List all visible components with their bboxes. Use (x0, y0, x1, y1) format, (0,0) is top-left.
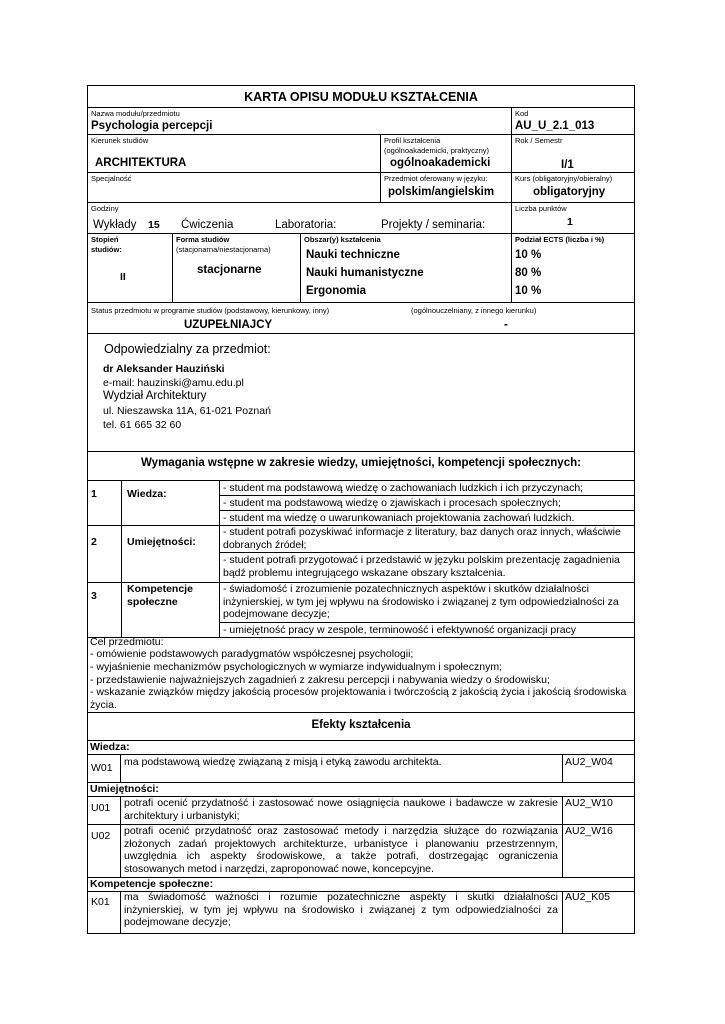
rule (87, 754, 635, 755)
requirement-number: 1 (91, 488, 97, 500)
effect-reference: AU2_W16 (565, 825, 613, 837)
points-label: Liczba punktów (515, 204, 567, 213)
rule (219, 552, 635, 553)
goal-item: - omówienie podstawowych paradygmatów współczesnej psychologii; (90, 648, 414, 660)
areas-label: Obszar(y) kształcenia (304, 235, 381, 244)
degree-label: studiów: (91, 245, 122, 254)
rule (87, 637, 635, 638)
lectures-value: 15 (148, 219, 160, 231)
requirement-item: - umiejętność pracy w zespole, terminowość i efektywność organizacji pracy (223, 624, 577, 636)
responsible-address: ul. Nieszawska 11A, 61-021 Poznań (103, 405, 271, 417)
effects-heading: Efekty kształcenia (311, 719, 411, 731)
area-name: Nauki humanistyczne (306, 267, 424, 279)
requirement-item: - student ma podstawową wiedzę o zachowaniach ludzkich i ich przyczynach; (223, 482, 584, 494)
effect-text: ma podstawową wiedzę związaną z misją i etyką zawodu architekta. (124, 756, 442, 768)
year-value: I/1 (561, 159, 574, 171)
area-name: Nauki techniczne (306, 249, 400, 261)
rule (87, 933, 635, 934)
requirement-label: Kompetencje (127, 583, 193, 595)
exercises-label: Ćwiczenia (181, 219, 234, 231)
goal-item: - przedstawienie najważniejszych zagadnień z zakresu percepcji i nabywania wiedzy o środowisku; (90, 674, 550, 686)
rule (562, 796, 563, 877)
rule (511, 172, 512, 202)
rule (87, 740, 635, 741)
hours-label: Godziny (91, 204, 119, 213)
profile-sublabel: (ogólnoakademicki, praktyczny) (384, 146, 490, 155)
field-value: ARCHITEKTURA (95, 157, 187, 169)
rule (511, 233, 512, 302)
goal-heading: Cel przedmiotu: (90, 636, 164, 648)
effect-reference: AU2_W04 (565, 756, 613, 768)
form-sublabel: (stacjonarna/niestacjonarna) (176, 245, 271, 254)
projects-label: Projekty / seminaria: (381, 219, 486, 231)
effect-code: K01 (91, 896, 110, 908)
responsible-faculty: Wydział Architektury (103, 390, 207, 402)
rule (634, 85, 635, 933)
rule (87, 85, 635, 86)
requirement-item: - student potrafi przygotować i przedstawić w języku polskim prezentację zagadnienia bądź problemu integrującego wskazane obszary kształcenia. (223, 554, 620, 579)
form-value: stacjonarne (197, 264, 262, 276)
rule (172, 233, 173, 302)
rule (87, 712, 635, 713)
language-label: Przedmiot oferowany w języku: (384, 174, 488, 183)
requirement-number: 3 (91, 590, 97, 602)
area-name: Ergonomia (306, 285, 367, 297)
rule (120, 796, 121, 877)
profile-value: ogólnoakademicki (390, 157, 491, 169)
rule (87, 233, 635, 234)
requirement-item: - świadomość i zrozumienie pozatechnicznych aspektów i skutków działalności inżynierskiej, w tym jej wpływu na środowisko i związanej z tym odpowiedzialności za podejmowane decyzje; (223, 583, 619, 620)
effect-code: U02 (91, 830, 111, 842)
rule (121, 480, 122, 637)
lectures-label: Wykłady (93, 219, 137, 231)
effect-reference: AU2_W10 (565, 797, 613, 809)
degree-label: Stopień (91, 235, 119, 244)
effect-text: ma świadomość ważności i rozumie pozatechniczne aspekty i skutki działalności inżynierskiej, w tym jej wpływu na środowisko i związanej z tym odpowiedzialności za podejmowane decyzje; (124, 891, 558, 928)
requirement-label: społeczne (127, 596, 178, 608)
rule (562, 891, 563, 933)
module-description-card (87, 85, 635, 934)
requirements-heading: Wymagania wstępne w zakresie wiedzy, umiejętności, kompetencji społecznych: (141, 457, 581, 469)
responsible-email: e-mail: hauzinski@amu.edu.pl (103, 377, 244, 389)
rule (87, 480, 635, 481)
form-label: Forma studiów (176, 235, 230, 244)
effect-text: potrafi ocenić przydatność i zastosować nowe osiągnięcia naukowe i badawcze w zakresie architektury i urbanistyki; (124, 797, 558, 822)
effect-text: potrafi ocenić przydatność oraz zastosować metody i narzędzia służące do rozwiązania złożonych zadań projektowych architekturze, urbanistyce i planowaniu przestrzennym, uwzględnia ich aspekty środowiskowe, a także potrafi, dostrzegając ograniczenia stosowanych metod i narzędzi, zaproponować nowe, koncepcyjne. (124, 825, 558, 875)
rule (511, 202, 512, 233)
rule (562, 754, 563, 782)
requirement-item: - student potrafi pozyskiwać informacje z literatury, baz danych oraz innych, właściwie dobranych źródeł; (223, 526, 621, 551)
rule (87, 451, 635, 452)
rule (87, 302, 635, 303)
requirement-item: - student ma podstawową wiedzę o zjawiskach i procesach społecznych; (223, 497, 561, 509)
status-value-2: - (504, 319, 508, 331)
effects-skills-label: Umiejętności: (90, 783, 159, 795)
rule (511, 107, 512, 172)
rule (87, 172, 635, 173)
course-label: Kurs (obligatoryjny/obieralny) (515, 174, 613, 183)
rule (87, 782, 635, 783)
specialty-label: Specjalność (91, 174, 132, 183)
profile-label: Profil kształcenia (384, 136, 441, 145)
module-name-value: Psychologia percepcji (91, 120, 213, 132)
rule (87, 134, 635, 135)
rule (120, 754, 121, 782)
effects-knowledge-label: Wiedza: (90, 741, 130, 753)
ects-label: Podział ECTS (liczba i %) (515, 235, 605, 244)
rule (87, 107, 635, 108)
effects-social-label: Kompetencje społeczne: (90, 878, 214, 890)
requirement-number: 2 (91, 536, 97, 548)
rule (87, 202, 635, 203)
rule (380, 134, 381, 202)
code-label: Kod (515, 109, 529, 118)
ects-percent: 80 % (515, 267, 542, 279)
rule (219, 495, 635, 496)
requirement-label: Wiedza: (127, 488, 167, 500)
year-label: Rok / Semestr (515, 136, 563, 145)
rule (87, 85, 88, 933)
status-label: Status przedmiotu w programie studiów (podstawowy, kierunkowy, inny) (91, 306, 330, 315)
rule (300, 233, 301, 302)
lab-label: Laboratoria: (275, 219, 337, 231)
responsible-heading: Odpowiedzialny za przedmiot: (104, 342, 271, 356)
status-value: UZUPEŁNIAJCY (184, 319, 273, 331)
requirement-label: Umiejętności: (127, 536, 196, 548)
degree-value: II (120, 271, 126, 283)
goal-item: - wyjaśnienie mechanizmów psychologicznych w wymiarze indywidualnym i społecznym; (90, 661, 502, 673)
effect-code: W01 (91, 762, 113, 774)
rule (219, 622, 635, 623)
field-label: Kierunek studiów (91, 136, 149, 145)
requirement-item: - student ma wiedzę o uwarunkowaniach projektowania zachowań ludzkich. (223, 512, 575, 524)
rule (120, 891, 121, 933)
language-value: polskim/angielskim (388, 186, 495, 198)
card-title: KARTA OPISU MODUŁU KSZTAŁCENIA (244, 90, 478, 104)
rule (87, 333, 635, 334)
responsible-phone: tel. 61 665 32 60 (103, 419, 182, 431)
responsible-name: dr Aleksander Hauziński (103, 363, 225, 375)
effect-reference: AU2_K05 (565, 891, 610, 903)
ects-percent: 10 % (515, 285, 542, 297)
rule (219, 480, 220, 637)
module-name-label: Nazwa modułu/przedmiotu (91, 109, 180, 118)
status-label-2: (ogólnouczelniany, z innego kierunku) (411, 306, 537, 315)
points-value: 1 (567, 216, 573, 228)
code-value: AU_U_2.1_013 (515, 120, 595, 132)
goal-item: - wskazanie związków między jakością procesów projektowania i twórczością z jakością życia i jakością środowiska życia. (90, 686, 627, 711)
rule (219, 510, 635, 511)
effect-code: U01 (91, 802, 111, 814)
course-value: obligatoryjny (533, 186, 606, 198)
ects-percent: 10 % (515, 249, 542, 261)
